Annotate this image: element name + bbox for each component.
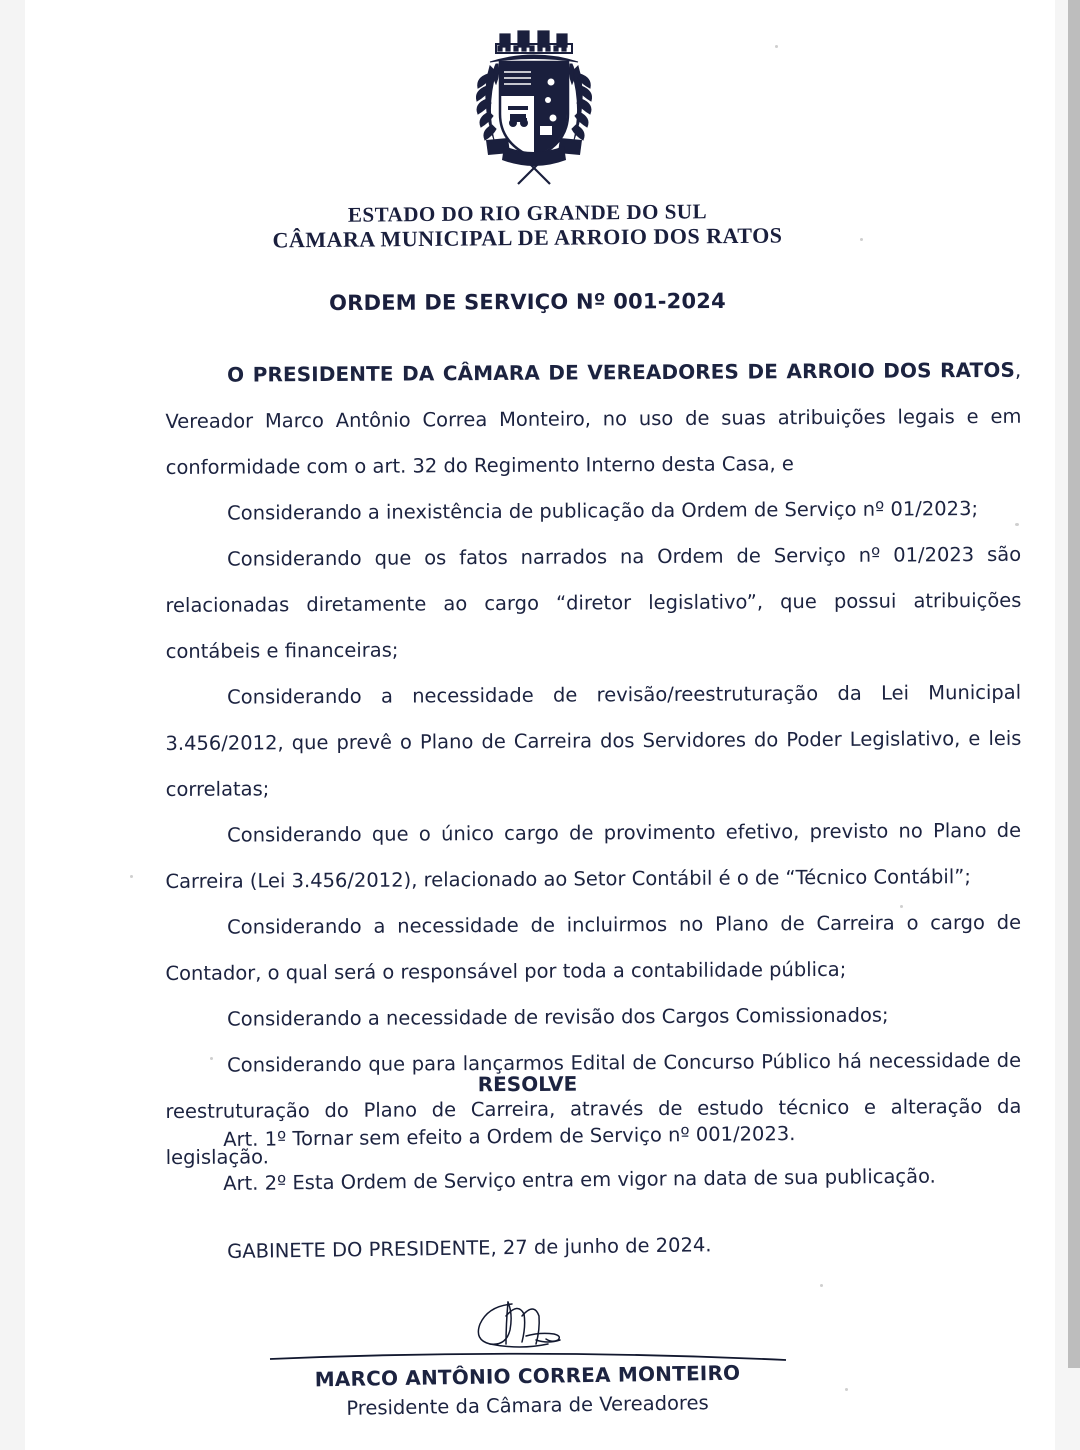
institution-header xyxy=(25,199,1030,252)
scan-speck xyxy=(845,1388,848,1391)
signatory-role: Presidente da Câmara de Vereadores xyxy=(346,1391,709,1420)
coat-of-arms-emblem xyxy=(25,22,1055,197)
preamble-caps: O PRESIDENTE DA CÂMARA DE VEREADORES DE ARROIO DOS RATOS xyxy=(227,357,1015,387)
scan-speck xyxy=(130,875,133,878)
scan-speck xyxy=(1015,523,1019,526)
scan-speck xyxy=(900,905,903,908)
scan-speck xyxy=(860,238,863,241)
resolve-heading: RESOLVE xyxy=(477,1071,578,1097)
place-and-date: GABINETE DO PRESIDENTE, 27 de junho de 2024. xyxy=(227,1233,712,1263)
vertical-scrollbar-thumb[interactable] xyxy=(1068,0,1080,1368)
handwritten-signature-mark xyxy=(25,1296,1030,1352)
considerando-item: Considerando que os fatos narrados na Ordem de Serviço nº 01/2023 são relacionadas diretamente ao cargo “diretor legislativo”, que possui atribuições contábeis e financeiras; xyxy=(165,542,1022,663)
preamble-paragraph xyxy=(165,347,1022,491)
coat-of-arms-icon xyxy=(460,22,620,197)
document-page xyxy=(25,0,1055,1450)
header-chamber-line: CÂMARA MUNICIPAL DE ARROIO DOS RATOS xyxy=(272,222,783,252)
scan-speck xyxy=(210,1057,213,1060)
document-body xyxy=(165,352,1021,1181)
scan-speck xyxy=(775,45,778,48)
preamble-rest: , Vereador Marco Antônio Correa Monteiro, no uso de suas atribuições legais e em conformidade com o art. 32 do Regimento Interno desta Casa, e xyxy=(165,358,1022,479)
considerando-item: Considerando a inexistência de publicação da Ordem de Serviço nº 01/2023; xyxy=(227,497,979,525)
considerando-item: Considerando a necessidade de revisão dos Cargos Comissionados; xyxy=(227,1003,889,1031)
considerando-item: Considerando que o único cargo de provimento efetivo, previsto no Plano de Carreira (Lei 3.456/2012), relacionado ao Setor Contábil é o de “Técnico Contábil”; xyxy=(165,818,1022,893)
signatory-name: MARCO ANTÔNIO CORREA MONTEIRO xyxy=(314,1360,741,1392)
document-title: ORDEM DE SERVIÇO Nº 001-2024 xyxy=(329,288,726,316)
article-item: Art. 1º Tornar sem efeito a Ordem de Serviço nº 001/2023. xyxy=(223,1122,796,1151)
scan-speck xyxy=(820,1284,823,1287)
articles-block xyxy=(223,1118,1023,1206)
article-item: Art. 2º Esta Ordem de Serviço entra em vigor na data de sua publicação. xyxy=(223,1164,936,1195)
considerando-item: Considerando a necessidade de incluirmos no Plano de Carreira o cargo de Contador, o qual será o responsável por toda a contabilidade pública; xyxy=(165,910,1022,985)
header-state-line: ESTADO DO RIO GRANDE DO SUL xyxy=(347,199,708,227)
considerando-item: Considerando que para lançarmos Edital de Concurso Público há necessidade de reestruturação do Plano de Carreira, através de estudo técnico e alteração da legislação. xyxy=(165,1048,1022,1169)
considerando-item: Considerando a necessidade de revisão/reestruturação da Lei Municipal 3.456/2012, que prevê o Plano de Carreira dos Servidores do Poder Legislativo, e leis correlatas; xyxy=(165,680,1022,801)
signature-block xyxy=(25,1296,1030,1420)
signature-icon xyxy=(466,1296,591,1354)
vertical-scrollbar-track[interactable] xyxy=(1055,0,1080,1450)
